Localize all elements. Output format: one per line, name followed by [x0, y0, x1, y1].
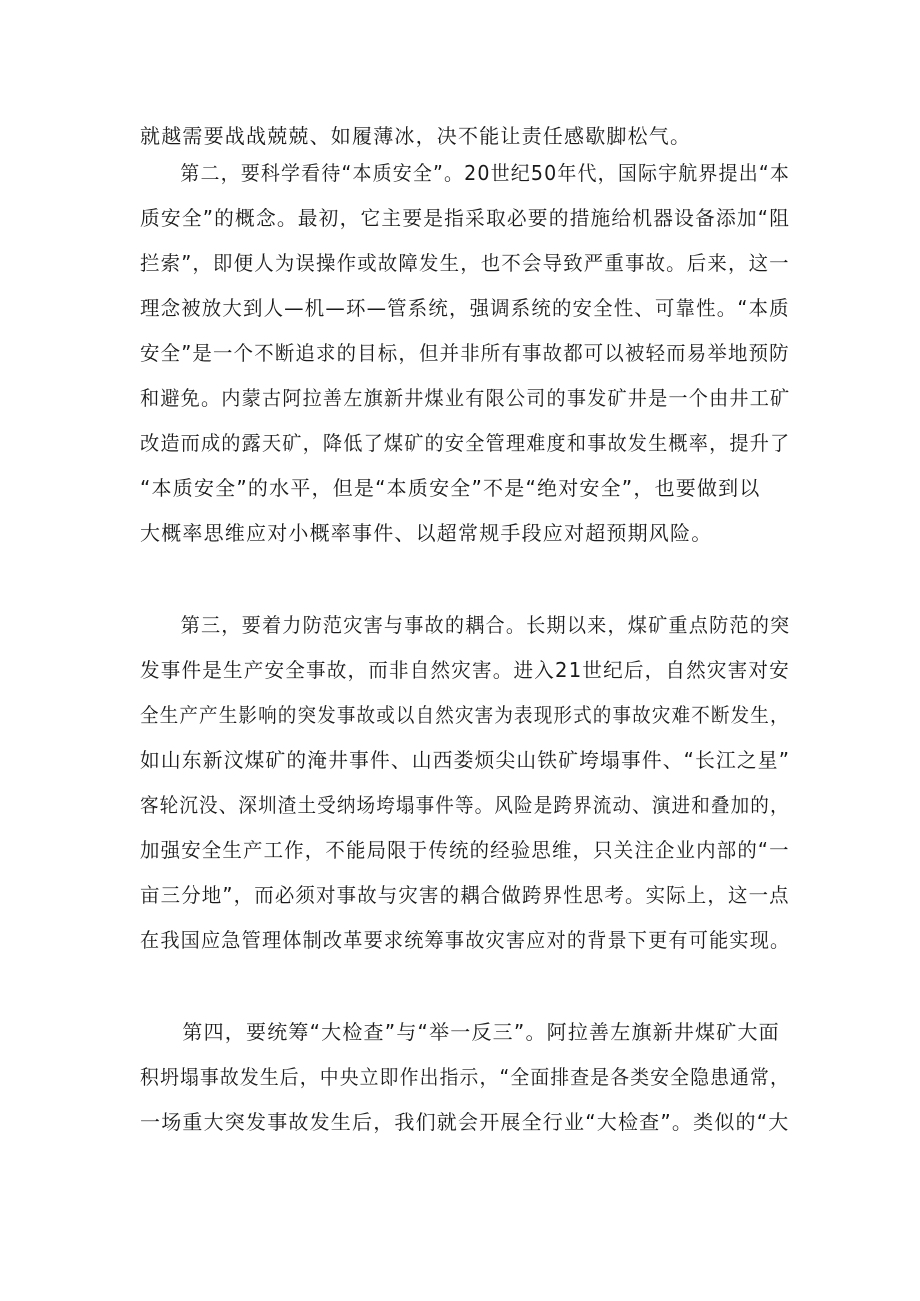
text-line: 第二，要科学看待“本质安全”。20世纪50年代，国际宇航界提出“本	[140, 161, 790, 185]
text-line: 就越需要战战兢兢、如履薄冰，决不能让责任感歇脚松气。	[140, 124, 692, 148]
text-line: 第四，要统筹“大检查”与“举一反三”。阿拉善左旗新井煤矿大面	[140, 1020, 780, 1044]
text-line: “本质安全”的水平，但是“本质安全”不是“绝对安全”，也要做到以	[140, 476, 761, 500]
text-line: 质安全”的概念。最初，它主要是指采取必要的措施给机器设备添加“阻	[140, 206, 791, 230]
text-line: 全生产产生影响的突发事故或以自然灾害为表现形式的事故灾难不断发生，	[140, 703, 790, 727]
text-line: 一场重大突发事故发生后，我们就会开展全行业“大检查”。类似的“大	[140, 1110, 790, 1134]
text-line: 在我国应急管理体制改革要求统筹事故灾害应对的背景下更有可能实现。	[140, 928, 791, 952]
text-line: 积坍塌事故发生后，中央立即作出指示，“全面排查是各类安全隐患通常，	[140, 1065, 790, 1089]
text-line: 拦索”，即便人为误操作或故障发生，也不会导致严重事故。后来，这一	[140, 251, 790, 275]
text-line: 发事件是生产安全事故，而非自然灾害。进入21世纪后，自然灾害对安	[140, 658, 790, 682]
text-line: 理念被放大到人—机—环—管系统，强调系统的安全性、可靠性。“本质	[140, 296, 790, 320]
text-line: 客轮沉没、深圳渣土受纳场垮塌事件等。风险是跨界流动、演进和叠加的，	[140, 793, 790, 817]
text-line: 第三，要着力防范灾害与事故的耦合。长期以来，煤矿重点防范的突	[140, 613, 791, 637]
text-line: 安全”是一个不断追求的目标，但并非所有事故都可以被轻而易举地预防	[140, 341, 790, 365]
text-line: 如山东新汶煤矿的淹井事件、山西娄烦尖山铁矿垮塌事件、“长江之星”	[140, 748, 791, 772]
text-line: 加强安全生产工作，不能局限于传统的经验思维，只关注企业内部的“一	[140, 838, 790, 862]
text-line: 和避免。内蒙古阿拉善左旗新井煤业有限公司的事发矿井是一个由井工矿	[140, 386, 791, 410]
text-line: 亩三分地”，而必须对事故与灾害的耦合做跨界性思考。实际上，这一点	[140, 883, 790, 907]
text-line: 改造而成的露天矿，降低了煤矿的安全管理难度和事故发生概率，提升了	[140, 431, 791, 455]
text-line: 大概率思维应对小概率事件、以超常规手段应对超预期风险。	[140, 521, 713, 545]
